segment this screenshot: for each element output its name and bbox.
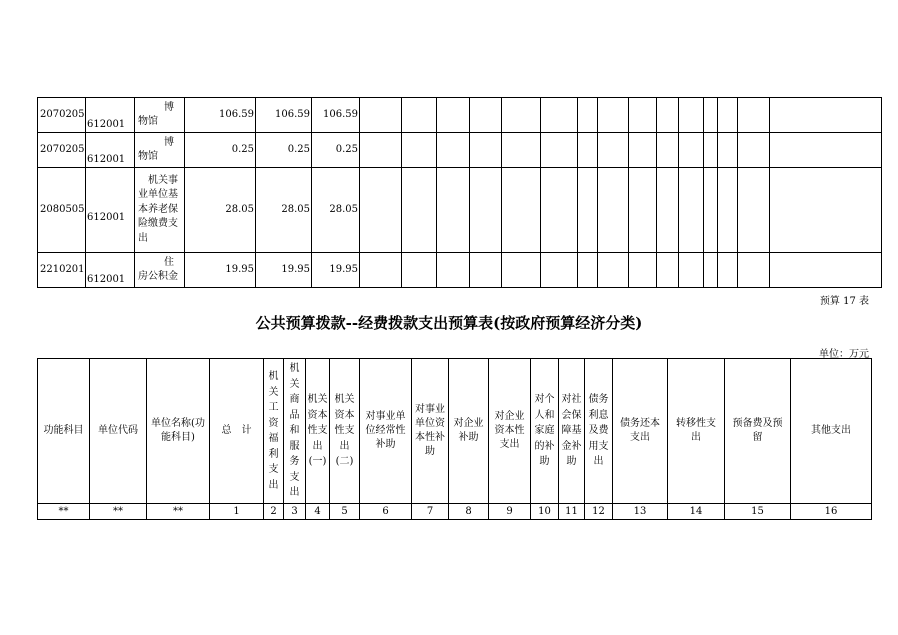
- page-title: 公共预算拨款--经费拨款支出预算表(按政府预算经济分类): [255, 314, 643, 332]
- index-cell: 3: [284, 504, 306, 520]
- header-cell: 机关商品和服务支出: [284, 359, 306, 504]
- header-cell: 对个人和家庭的补助: [531, 359, 559, 504]
- header-cell: 机关资本性支出(二): [330, 359, 360, 504]
- header-cell: 对事业单位经常性补助: [360, 359, 412, 504]
- table-row: [38, 133, 882, 168]
- unit-name-cell: [135, 133, 185, 168]
- index-cell: 15: [725, 504, 791, 520]
- basic-cell: 0.25: [256, 133, 312, 168]
- unit-label: 单位：万元: [819, 349, 869, 360]
- unit-name-text: 住房公积金: [138, 257, 178, 282]
- table-row: [38, 98, 882, 133]
- header-cell: 其他支出: [791, 359, 872, 504]
- header-cell: 单位代码: [90, 359, 147, 504]
- index-cell: **: [147, 504, 210, 520]
- index-cell: 1: [210, 504, 264, 520]
- unit-code-cell: 612001: [86, 98, 135, 133]
- basic-cell: 28.05: [256, 168, 312, 253]
- budget-header-table: [37, 358, 872, 520]
- unit-name-text: 博物馆: [138, 137, 174, 162]
- index-cell: 12: [585, 504, 613, 520]
- header-cell: 债务还本支出: [613, 359, 668, 504]
- index-cell: **: [90, 504, 147, 520]
- unit-name-cell: [135, 168, 185, 253]
- basic-cell: 19.95: [256, 253, 312, 288]
- header-cell: 总 计: [210, 359, 264, 504]
- index-cell: 8: [449, 504, 489, 520]
- header-cell: 对事业单位资本性补助: [412, 359, 449, 504]
- header-cell: 预备费及预留: [725, 359, 791, 504]
- unit-name-text: 博物馆: [138, 102, 174, 127]
- header-cell: 机关工资福利支出: [264, 359, 284, 504]
- unit-code-cell: 612001: [86, 253, 135, 288]
- sub-cell: 28.05: [312, 168, 360, 253]
- sub-cell: 106.59: [312, 98, 360, 133]
- basic-cell: 106.59: [256, 98, 312, 133]
- header-cell: 对企业补助: [449, 359, 489, 504]
- index-cell: 9: [489, 504, 531, 520]
- sub-cell: 0.25: [312, 133, 360, 168]
- header-cell: 对社会保障基金补助: [559, 359, 585, 504]
- total-cell: 0.25: [185, 133, 256, 168]
- table-row: [38, 168, 882, 253]
- index-cell: 14: [668, 504, 725, 520]
- total-cell: 106.59: [185, 98, 256, 133]
- func-code-cell: 2070205: [38, 98, 86, 133]
- index-cell: 10: [531, 504, 559, 520]
- header-cell: 机关资本性支出(一): [306, 359, 330, 504]
- func-code-cell: 2070205: [38, 133, 86, 168]
- table-row: [38, 253, 882, 288]
- index-cell: 5: [330, 504, 360, 520]
- header-row: [38, 359, 872, 504]
- func-code-cell: 2080505: [38, 168, 86, 253]
- total-cell: 28.05: [185, 168, 256, 253]
- index-cell: 16: [791, 504, 872, 520]
- header-cell: 债务利息及费用支出: [585, 359, 613, 504]
- index-cell: 7: [412, 504, 449, 520]
- sub-cell: 19.95: [312, 253, 360, 288]
- unit-name-cell: [135, 253, 185, 288]
- index-cell: 4: [306, 504, 330, 520]
- total-cell: 19.95: [185, 253, 256, 288]
- header-cell: 转移性支出: [668, 359, 725, 504]
- table-number-note: 预算 17 表: [819, 296, 869, 307]
- index-row: [38, 504, 872, 520]
- index-cell: 13: [613, 504, 668, 520]
- header-cell: 功能科目: [38, 359, 90, 504]
- func-code-cell: 2210201: [38, 253, 86, 288]
- unit-name-text: 机关事业单位基本养老保险缴费支出: [138, 174, 178, 244]
- header-cell: 对企业资本性支出: [489, 359, 531, 504]
- unit-code-cell: 612001: [86, 133, 135, 168]
- unit-code-cell: 612001: [86, 168, 135, 253]
- index-cell: 2: [264, 504, 284, 520]
- unit-name-cell: [135, 98, 185, 133]
- header-cell: 单位名称(功能科目): [147, 359, 210, 504]
- index-cell: 6: [360, 504, 412, 520]
- budget-data-table: [37, 97, 882, 288]
- index-cell: **: [38, 504, 90, 520]
- index-cell: 11: [559, 504, 585, 520]
